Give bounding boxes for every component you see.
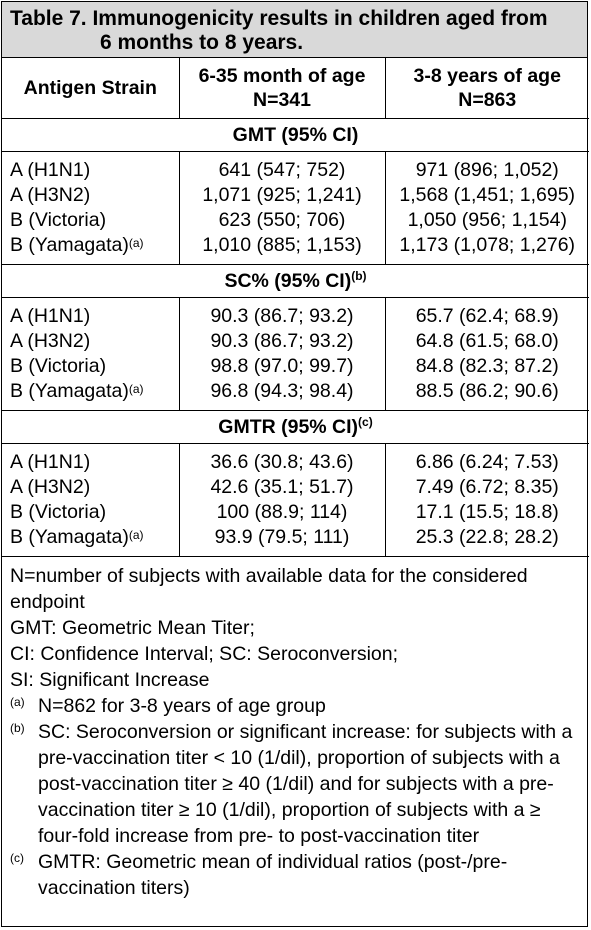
antigen-strain-cell [2,444,179,476]
value-6-35-months: 98.8 (97.0; 99.7) [179,354,385,379]
table-row [2,525,589,557]
row-footnote-marker: (a) [128,382,144,396]
antigen-strain-text: B (Victoria) [10,501,107,523]
antigen-strain-cell [2,183,179,208]
footnote-a [10,693,579,719]
section-row [2,265,589,298]
antigen-strain-cell [2,208,179,233]
value-6-35-months: 96.8 (94.3; 98.4) [179,379,385,411]
value-3-8-years: 7.49 (6.72; 8.35) [385,475,589,500]
value-3-8-years: 1,173 (1,078; 1,276) [385,233,589,265]
antigen-strain-cell [2,298,179,330]
table-row [2,152,589,184]
row-footnote-marker: (a) [128,236,144,250]
table-row [2,329,589,354]
value-3-8-years: 6.86 (6.24; 7.53) [385,444,589,476]
value-3-8-years: 64.8 (61.5; 68.0) [385,329,589,354]
note-ci-sc-definition: CI: Confidence Interval; SC: Seroconversion; [10,643,399,665]
table-row [2,444,589,476]
antigen-strain-text: A (H1N1) [10,451,91,473]
section-title-text: GMTR (95% CI) [218,415,359,438]
table-row [2,500,589,525]
value-6-35-months: 93.9 (79.5; 111) [179,525,385,557]
header-3-8-years [385,58,589,119]
value-3-8-years: 84.8 (82.3; 87.2) [385,354,589,379]
value-6-35-months: 1,010 (885; 1,153) [179,233,385,265]
header-row [2,58,589,119]
note-n-definition: N=number of subjects with available data for the considered endpoint [10,565,528,613]
value-6-35-months: 36.6 (30.8; 43.6) [179,444,385,476]
footnote-b-marker: (b) [10,721,25,735]
value-3-8-years: 971 (896; 1,052) [385,152,589,184]
table-row [2,208,589,233]
antigen-strain-cell [2,152,179,184]
antigen-strain-cell [2,525,179,557]
footnote-c [10,849,579,901]
value-6-35-months: 90.3 (86.7; 93.2) [179,329,385,354]
footnote-a-marker: (a) [10,695,25,709]
table-row [2,183,589,208]
section-footnote-marker: (b) [351,268,367,283]
value-3-8-years: 25.3 (22.8; 28.2) [385,525,589,557]
table-row [2,379,589,411]
table-row [2,298,589,330]
antigen-strain-text: A (H3N2) [10,184,91,206]
antigen-strain-text: B (Yamagata) [10,380,129,402]
header-3-8-years-label: 3-8 years of age [413,65,561,87]
section-title [2,265,589,298]
header-6-35-months [179,58,385,119]
value-6-35-months: 90.3 (86.7; 93.2) [179,298,385,330]
table-frame [1,1,588,927]
table-row [2,354,589,379]
value-3-8-years: 17.1 (15.5; 18.8) [385,500,589,525]
immunogenicity-table [2,58,589,557]
antigen-strain-text: A (H1N1) [10,159,91,181]
value-6-35-months: 1,071 (925; 1,241) [179,183,385,208]
footnote-c-marker: (c) [10,851,24,865]
antigen-strain-text: A (H1N1) [10,305,91,327]
table-notes [2,557,587,901]
row-footnote-marker: (a) [128,528,144,542]
table-title [2,2,587,58]
antigen-strain-text: A (H3N2) [10,330,91,352]
header-6-35-months-n: N=341 [252,89,311,111]
antigen-strain-cell [2,233,179,265]
value-6-35-months: 641 (547; 752) [179,152,385,184]
antigen-strain-cell [2,379,179,411]
antigen-strain-cell [2,354,179,379]
title-line-1: Table 7. Immunogenicity results in children aged from [10,7,548,30]
antigen-strain-text: B (Victoria) [10,209,107,231]
header-3-8-years-n: N=863 [458,89,517,111]
value-3-8-years: 65.7 (62.4; 68.9) [385,298,589,330]
note-si-definition: SI: Significant Increase [10,669,210,691]
footnote-b-text: SC: Seroconversion or significant increase: for subjects with a pre-vaccination titer < 10 (1/dil), proportion of subjects with a post-vaccination titer ≥ 40 (1/dil) and for subjects with a pre-vaccination titer ≥ 10 (1/dil), proportion of subjects with a ≥ four-fold increase from pre- to post-vaccination titer [38,721,573,847]
value-6-35-months: 623 (550; 706) [179,208,385,233]
value-3-8-years: 1,568 (1,451; 1,695) [385,183,589,208]
antigen-strain-text: A (H3N2) [10,476,91,498]
footnote-b [10,719,579,849]
footnote-a-text: N=862 for 3-8 years of age group [38,695,326,717]
section-title [2,119,589,152]
antigen-strain-text: B (Victoria) [10,355,107,377]
section-row [2,411,589,444]
value-6-35-months: 100 (88.9; 114) [179,500,385,525]
header-6-35-months-label: 6-35 month of age [198,65,366,87]
antigen-strain-text: B (Yamagata) [10,526,129,548]
table-body [2,119,589,557]
section-footnote-marker: (c) [358,414,373,429]
antigen-strain-cell [2,329,179,354]
table-row [2,233,589,265]
value-6-35-months: 42.6 (35.1; 51.7) [179,475,385,500]
section-title-text: GMT (95% CI) [232,123,359,146]
header-antigen-strain: Antigen Strain [2,58,179,119]
value-3-8-years: 1,050 (956; 1,154) [385,208,589,233]
antigen-strain-cell [2,475,179,500]
note-gmt-definition: GMT: Geometric Mean Titer; [10,617,255,639]
table-row [2,475,589,500]
value-3-8-years: 88.5 (86.2; 90.6) [385,379,589,411]
section-title [2,411,589,444]
antigen-strain-text: B (Yamagata) [10,234,129,256]
section-row [2,119,589,152]
title-line-2: 6 months to 8 years. [100,31,304,54]
section-title-text: SC% (95% CI) [224,269,352,292]
antigen-strain-cell [2,500,179,525]
footnote-c-text: GMTR: Geometric mean of individual ratios (post-/pre-vaccination titers) [38,851,508,899]
